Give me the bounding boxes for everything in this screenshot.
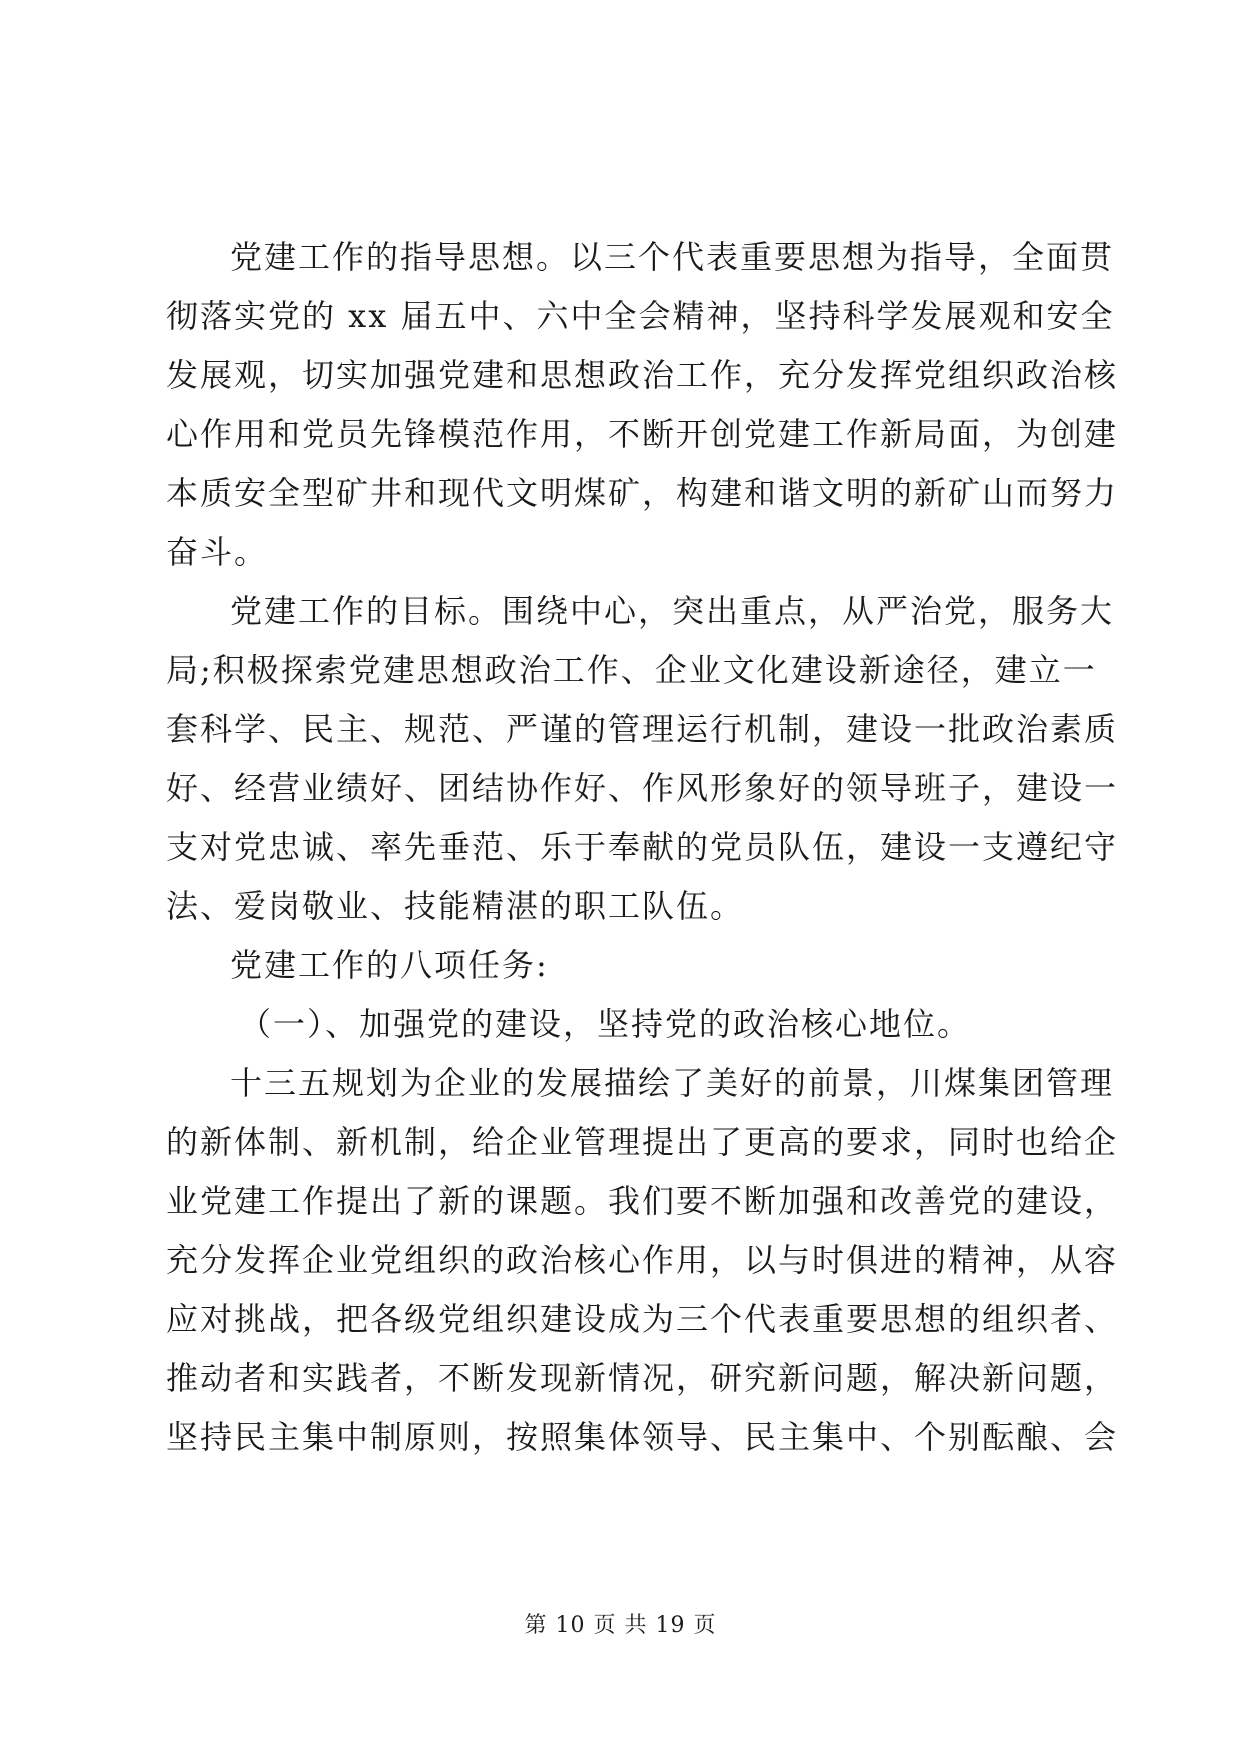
text-line: 局;积极探索党建思想政治工作、企业文化建设新途径，建立一 — [166, 651, 1097, 689]
text-line: 充分发挥企业党组织的政治核心作用，以与时俱进的精神，从容 — [166, 1241, 1119, 1279]
text-line: 的新体制、新机制，给企业管理提出了更高的要求，同时也给企 — [166, 1123, 1119, 1161]
text-line: 发展观，切实加强党建和思想政治工作，充分发挥党组织政治核 — [166, 356, 1119, 394]
text-line: 十三五规划为企业的发展描绘了美好的前景，川煤集团管理 — [230, 1064, 1115, 1102]
subsection-heading: （一）、加强党的建设，坚持党的政治核心地位。 — [239, 1005, 972, 1043]
text-line: 套科学、民主、规范、严谨的管理运行机制，建设一批政治素质 — [166, 710, 1119, 748]
text-line: 彻落实党的 xx 届五中、六中全会精神，坚持科学发展观和安全 — [166, 297, 1115, 335]
text-line: 奋斗。 — [166, 533, 269, 571]
text-line: 法、爱岗敬业、技能精湛的职工队伍。 — [166, 887, 745, 925]
text-line: 支对党忠诚、率先垂范、乐于奉献的党员队伍，建设一支遵纪守 — [166, 828, 1119, 866]
section-heading: 党建工作的八项任务: — [230, 946, 549, 984]
text-line: 党建工作的目标。围绕中心，突出重点，从严治党，服务大 — [230, 592, 1115, 630]
text-line: 好、经营业绩好、团结协作好、作风形象好的领导班子，建设一 — [166, 769, 1119, 807]
text-line: 心作用和党员先锋模范作用，不断开创党建工作新局面，为创建 — [166, 415, 1119, 453]
text-line: 本质安全型矿井和现代文明煤矿，构建和谐文明的新矿山而努力 — [166, 474, 1119, 512]
text-line: 应对挑战，把各级党组织建设成为三个代表重要思想的组织者、 — [166, 1300, 1119, 1338]
text-line: 坚持民主集中制原则，按照集体领导、民主集中、个别酝酿、会 — [166, 1418, 1119, 1456]
text-line: 推动者和实践者，不断发现新情况，研究新问题，解决新问题， — [166, 1359, 1119, 1397]
text-line: 业党建工作提出了新的课题。我们要不断加强和改善党的建设， — [166, 1182, 1119, 1220]
page-number-footer: 第 10 页 共 19 页 — [524, 1613, 717, 1638]
document-body — [166, 228, 1119, 1467]
text-line: 党建工作的指导思想。以三个代表重要思想为指导，全面贯 — [230, 238, 1115, 276]
